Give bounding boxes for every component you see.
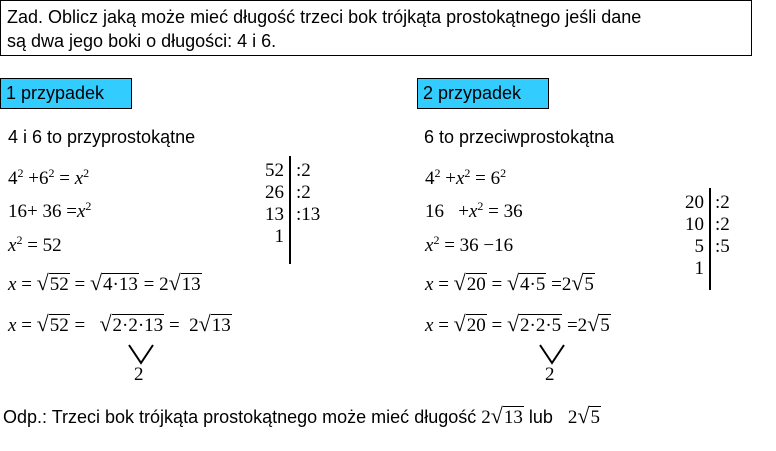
case2-eq4: x = √20 = √4·5 =2√5 bbox=[425, 270, 594, 295]
task-box bbox=[0, 0, 752, 56]
case1-eq2: $16+ 36 =x^2$ bbox=[8, 199, 92, 222]
case1-eq4: x = √52 = √4·13 = 2√13 bbox=[8, 270, 201, 295]
case2-eq3: $x^2 = 36 -16$ bbox=[425, 233, 514, 256]
answer-or: lub bbox=[528, 407, 553, 427]
case2-below-value: 2 bbox=[545, 364, 555, 385]
case2-eq1: $4^2 +x^2 = 6^2$ bbox=[425, 166, 507, 189]
case1-factor-divider bbox=[289, 156, 291, 264]
answer-text: Odp.: Trzeci bok trójkąta prostokątnego może mieć długość bbox=[3, 407, 477, 427]
case2-factor-divider bbox=[709, 188, 711, 290]
case1-eq3: $x^2 = 52$ bbox=[8, 233, 62, 256]
task-line-1: Zad. Oblicz jaką może mieć długość trzeci bok trójkąta prostokątnego jeśli dane bbox=[7, 7, 642, 27]
answer-value-1: 2√13 bbox=[481, 403, 523, 428]
task-line-2: są dwa jego boki o długości: 4 i 6. bbox=[7, 31, 277, 51]
case2-factor-divisors: :2 :2 :5 bbox=[715, 192, 730, 257]
case1-factor-divisors: :2 :2 :13 bbox=[296, 160, 321, 225]
answer-line bbox=[3, 403, 601, 429]
case1-eq5: x = √52 = √2·2·13 = 2√13 bbox=[8, 311, 231, 336]
case1-label: 1 przypadek bbox=[0, 78, 132, 109]
case1-factor-numbers: 52 26 13 1 bbox=[265, 160, 284, 247]
case2-eq2: $16 +x^2 = 36$ bbox=[425, 199, 523, 222]
case1-eq1: $4^2 +6^2 = x^2$ bbox=[8, 166, 90, 189]
case1-below-value: 2 bbox=[134, 364, 144, 385]
answer-value-2: 2√5 bbox=[567, 403, 600, 428]
case1-subtitle: 4 i 6 to przyprostokątne bbox=[8, 127, 196, 147]
case2-factor-numbers: 20 10 5 1 bbox=[685, 192, 704, 279]
case2-label: 2 przypadek bbox=[417, 78, 549, 109]
case2-eq5: x = √20 = √2·2·5 =2√5 bbox=[425, 311, 610, 336]
case2-subtitle: 6 to przeciwprostokątna bbox=[424, 127, 615, 147]
